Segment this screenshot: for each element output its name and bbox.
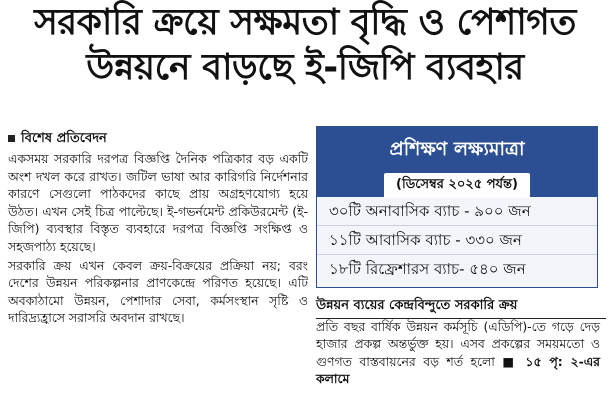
right-column-body (316, 318, 600, 388)
box-title: প্রশিক্ষণ লক্ষ্যমাত্রা (389, 138, 525, 160)
headline-line-2: উন্নয়নে বাড়ছে ই-জিপি ব্যবহার (86, 46, 524, 88)
box-header (317, 127, 597, 197)
left-column-body (8, 150, 308, 328)
training-target-box (316, 126, 598, 288)
byline (8, 129, 107, 150)
left-paragraph-2: সরকারি ক্রয় এখন কেবল ক্রয়-বিক্রয়ের প্রক্রিয়া নয়; বরং দেশের উন্নয়ন পরিকল্পনার প্রাণকেন্দ্রে পরিণত হয়েছে। এটি অবকাঠামো উন্নয়ন, পেশাদার সেবা, কর্মসংস্থান সৃষ্টি ও দারিদ্র্যহ্রাসে সরাসরি অবদান রাখছে। (8, 257, 308, 326)
box-row: ১৮টি রিফ্রেশারস ব্যাচ- ৫৪০ জন (329, 260, 526, 278)
square-bullet-icon (8, 135, 15, 142)
byline-text: বিশেষ প্রতিবেদন (21, 131, 107, 146)
headline-line-1: সরকারি ক্রয়ে সক্ষমতা বৃদ্ধি ও পেশাগত (34, 2, 576, 43)
headline (0, 4, 610, 88)
box-row: ৩০টি অনাবাসিক ব্যাচ - ৯০০ জন (317, 197, 597, 226)
box-row: ১১টি আবাসিক ব্যাচ - ৩৩০ জন (317, 226, 597, 255)
right-paragraph: প্রতি বছর বার্ষিক উন্নয়ন কর্মসূচি (এডিপি)-তে গড়ে দেড় হাজার প্রকল্প অন্তর্ভুক্ত হয়। এসব প্রকল্পের সময়মতো ও গুণগত বাস্তবায়নের বড় শর্ত হলো (316, 319, 600, 369)
continuation-note: ■ ১৫ পৃ: ২-এর কলামে (316, 353, 600, 387)
box-subtitle: (ডিসেম্বর ২০২৫ পর্যন্ত) (384, 173, 530, 198)
sub-headline: উন্নয়ন ব্যয়ের কেন্দ্রবিন্দুতে সরকারি ক্রয় (316, 296, 606, 319)
left-paragraph-1: একসময় সরকারি দরপত্র বিজ্ঞপ্তি দৈনিক পত্রিকার বড় একটি অংশ দখল করে রাখত। জটিল ভাষা আর কারিগরি নির্দেশনার কারণে সেগুলো পাঠকদের কাছে প্রায় অগ্রহণযোগ্য হয়ে উঠত। এখন সেই চিত্র পাল্টেছে। ই-গভর্নমেন্ট প্রকিউরমেন্ট (ই-জিপি) ব্যবস্থার বিস্তৃত ব্যবহারে দরপত্র বিজ্ঞপ্তি সংক্ষিপ্ত ও সহজপাঠ্য হয়েছে। (8, 151, 308, 254)
